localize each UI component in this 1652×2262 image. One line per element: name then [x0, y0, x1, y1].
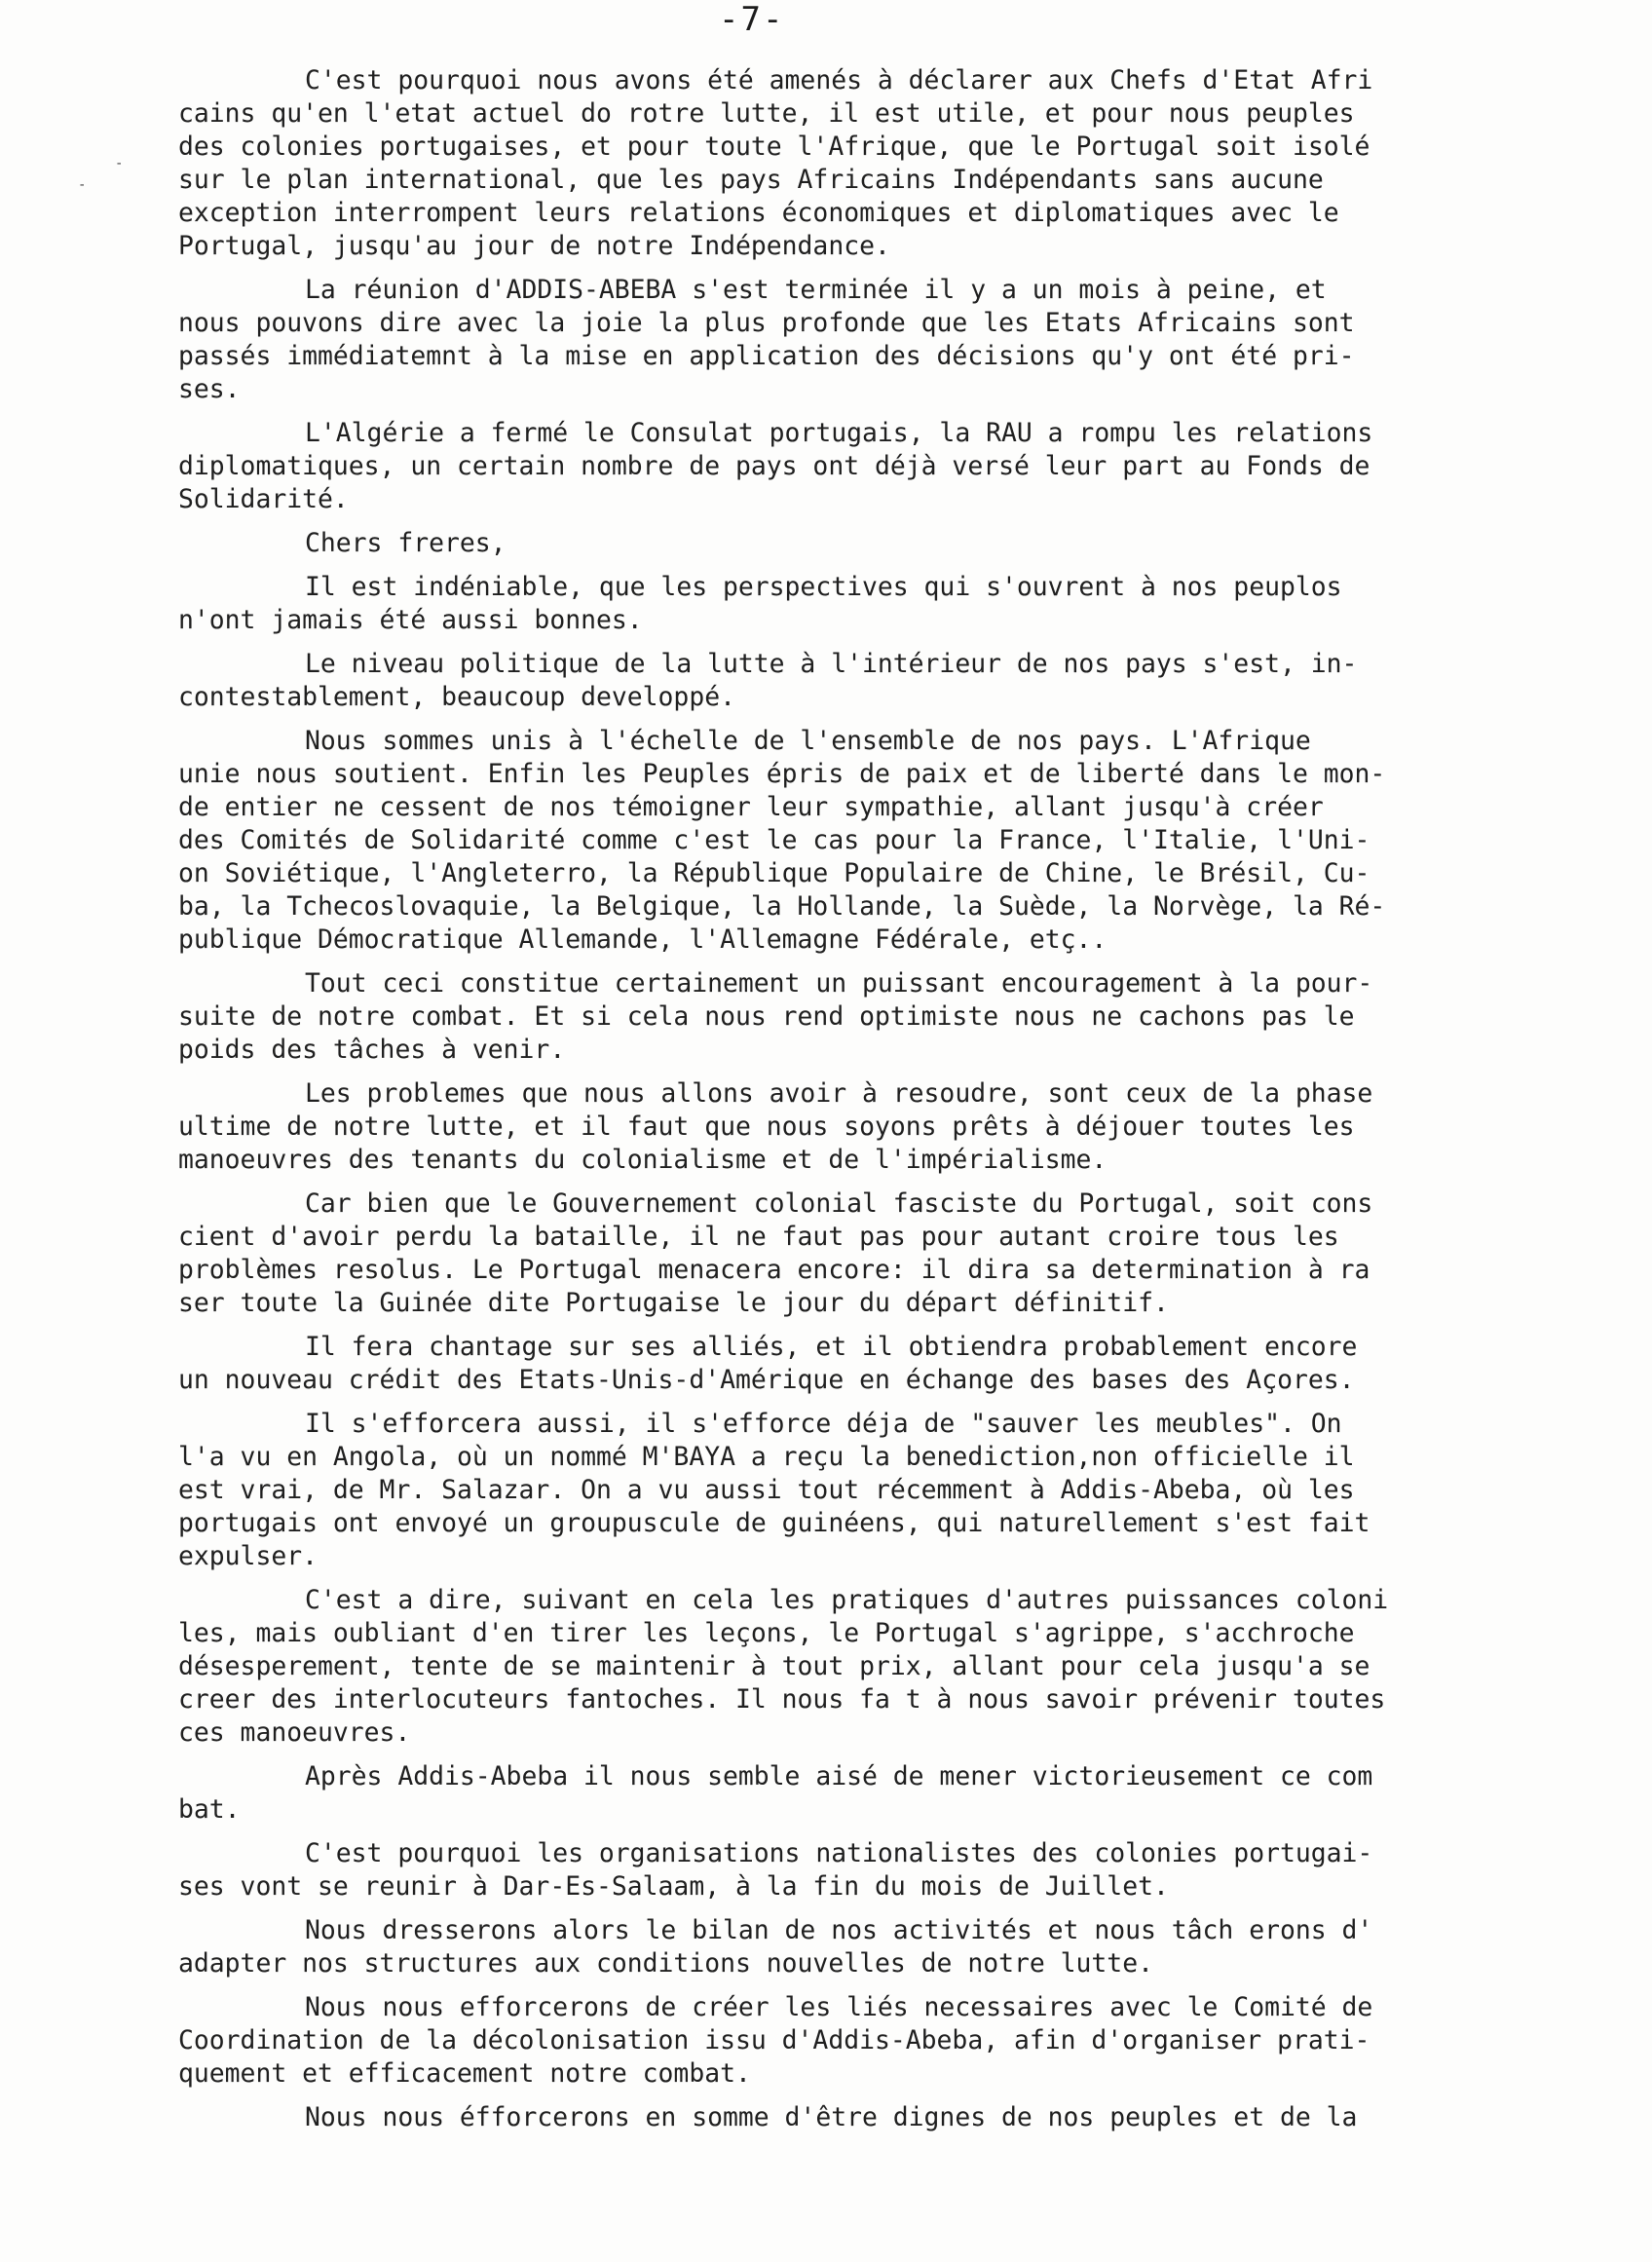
text-line: nous pouvons dire avec la joie la plus profonde que les Etats Africains sont: [178, 308, 1355, 338]
paragraph: [178, 527, 1515, 560]
paragraph: [178, 417, 1515, 516]
paragraph: [178, 571, 1515, 637]
paragraph: [178, 2101, 1515, 2134]
text-line: des colonies portugaises, et pour toute l'Afrique, que le Portugal soit isolé: [178, 132, 1370, 162]
text-line: Il est indéniable, que les perspectives qui s'ouvrent à nos peuplos: [305, 572, 1342, 602]
text-line: problèmes resolus. Le Portugal menacera encore: il dira sa determination à ra: [178, 1255, 1370, 1285]
text-line: l'a vu en Angola, où un nommé M'BAYA a reçu la benediction,non officielle il: [178, 1442, 1355, 1472]
text-line: La réunion d'ADDIS-ABEBA s'est terminée il y a un mois à peine, et: [305, 275, 1327, 305]
text-line: un nouveau crédit des Etats-Unis-d'Amérique en échange des bases des Açores.: [178, 1365, 1355, 1395]
text-line: n'ont jamais été aussi bonnes.: [178, 605, 643, 635]
text-line: ser toute la Guinée dite Portugaise le jour du départ définitif.: [178, 1288, 1169, 1318]
text-line: cient d'avoir perdu la bataille, il ne faut pas pour autant croire tous les: [178, 1222, 1339, 1252]
text-line: Il fera chantage sur ses alliés, et il obtiendra probablement encore: [305, 1332, 1358, 1362]
text-line: expulser.: [178, 1541, 318, 1571]
text-line: contestablement, beaucoup developpé.: [178, 682, 735, 712]
text-line: cains qu'en l'etat actuel do rotre lutte, il est utile, et pour nous peuples: [178, 98, 1355, 129]
paragraph: [178, 64, 1515, 263]
paragraph: [178, 1584, 1515, 1750]
text-line: ces manoeuvres.: [178, 1717, 411, 1748]
text-line: Il s'efforcera aussi, il s'efforce déja de "sauver les meubles". On: [305, 1409, 1342, 1439]
text-line: Nous nous éfforcerons en somme d'être dignes de nos peuples et de la: [305, 2102, 1358, 2132]
paragraph: [178, 967, 1515, 1067]
text-line: ba, la Tchecoslovaquie, la Belgique, la Hollande, la Suède, la Norvège, la Ré-: [178, 891, 1386, 922]
text-line: passés immédiatemnt à la mise en application des décisions qu'y ont été pri-: [178, 341, 1355, 371]
text-line: sur le plan international, que les pays Africains Indépendants sans aucune: [178, 165, 1324, 195]
text-line: Le niveau politique de la lutte à l'intérieur de nos pays s'est, in-: [305, 649, 1358, 679]
text-line: ultime de notre lutte, et il faut que nous soyons prêts à déjouer toutes les: [178, 1112, 1355, 1142]
text-line: est vrai, de Mr. Salazar. On a vu aussi tout récemment à Addis-Abeba, où les: [178, 1475, 1355, 1505]
text-line: on Soviétique, l'Angleterro, la République Populaire de Chine, le Brésil, Cu-: [178, 858, 1370, 888]
text-line: suite de notre combat. Et si cela nous rend optimiste nous ne cachons pas le: [178, 1001, 1355, 1032]
text-line: C'est a dire, suivant en cela les pratiques d'autres puissances coloni: [305, 1585, 1389, 1615]
paragraph: [178, 1837, 1515, 1904]
text-line: C'est pourquoi nous avons été amenés à déclarer aux Chefs d'Etat Afri: [305, 65, 1373, 95]
text-line: Chers freres,: [305, 528, 507, 558]
text-line: Coordination de la décolonisation issu d'Addis-Abeba, afin d'organiser prati-: [178, 2025, 1370, 2055]
text-line: Après Addis-Abeba il nous semble aisé de mener victorieusement ce com: [305, 1761, 1373, 1791]
paragraph: [178, 725, 1515, 957]
text-line: Solidarité.: [178, 484, 349, 514]
text-line: poids des tâches à venir.: [178, 1035, 566, 1065]
text-line: L'Algérie a fermé le Consulat portugais, la RAU a rompu les relations: [305, 418, 1373, 448]
text-line: bat.: [178, 1794, 241, 1825]
text-line: Nous sommes unis à l'échelle de l'ensemble de nos pays. L'Afrique: [305, 726, 1311, 756]
paragraph: [178, 1077, 1515, 1177]
paragraph: [178, 1991, 1515, 2091]
body-text: [178, 64, 1515, 2145]
page-number: -7-: [719, 0, 785, 39]
text-line: désesperement, tente de se maintenir à tout prix, allant pour cela jusqu'a se: [178, 1651, 1370, 1681]
text-line: Portugal, jusqu'au jour de notre Indépendance.: [178, 231, 890, 261]
text-line: Car bien que le Gouvernement colonial fasciste du Portugal, soit cons: [305, 1188, 1373, 1219]
margin-mark: -: [115, 156, 124, 171]
text-line: portugais ont envoyé un groupuscule de guinéens, qui naturellement s'est fait: [178, 1508, 1370, 1538]
margin-mark: -: [78, 177, 87, 193]
text-line: ses.: [178, 374, 241, 404]
text-line: manoeuvres des tenants du colonialisme et de l'impérialisme.: [178, 1145, 1108, 1175]
paragraph: [178, 1914, 1515, 1980]
text-line: publique Démocratique Allemande, l'Allemagne Fédérale, etç..: [178, 924, 1108, 955]
text-line: Les problemes que nous allons avoir à resoudre, sont ceux de la phase: [305, 1078, 1373, 1109]
text-line: ses vont se reunir à Dar-Es-Salaam, à la fin du mois de Juillet.: [178, 1871, 1169, 1902]
text-line: adapter nos structures aux conditions nouvelles de notre lutte.: [178, 1948, 1153, 1979]
text-line: Nous dresserons alors le bilan de nos activités et nous tâch erons d': [305, 1915, 1373, 1945]
paragraph: [178, 1408, 1515, 1573]
text-line: quement et efficacement notre combat.: [178, 2058, 751, 2089]
text-line: Tout ceci constitue certainement un puissant encouragement à la pour-: [305, 968, 1373, 999]
text-line: les, mais oubliant d'en tirer les leçons, le Portugal s'agrippe, s'acchroche: [178, 1618, 1355, 1648]
paragraph: [178, 1760, 1515, 1827]
text-line: C'est pourquoi les organisations nationalistes des colonies portugai-: [305, 1838, 1373, 1868]
text-line: unie nous soutient. Enfin les Peuples épris de paix et de liberté dans le mon-: [178, 759, 1386, 789]
paragraph: [178, 648, 1515, 714]
text-line: diplomatiques, un certain nombre de pays ont déjà versé leur part au Fonds de: [178, 451, 1370, 481]
text-line: Nous nous efforcerons de créer les liés necessaires avec le Comité de: [305, 1992, 1373, 2022]
paragraph: [178, 1188, 1515, 1320]
text-line: exception interrompent leurs relations économiques et diplomatiques avec le: [178, 198, 1339, 228]
text-line: de entier ne cessent de nos témoigner leur sympathie, allant jusqu'à créer: [178, 792, 1324, 822]
paragraph: [178, 274, 1515, 406]
text-line: creer des interlocuteurs fantoches. Il nous fa t à nous savoir prévenir toutes: [178, 1684, 1386, 1715]
text-line: des Comités de Solidarité comme c'est le cas pour la France, l'Italie, l'Uni-: [178, 825, 1370, 855]
paragraph: [178, 1331, 1515, 1397]
